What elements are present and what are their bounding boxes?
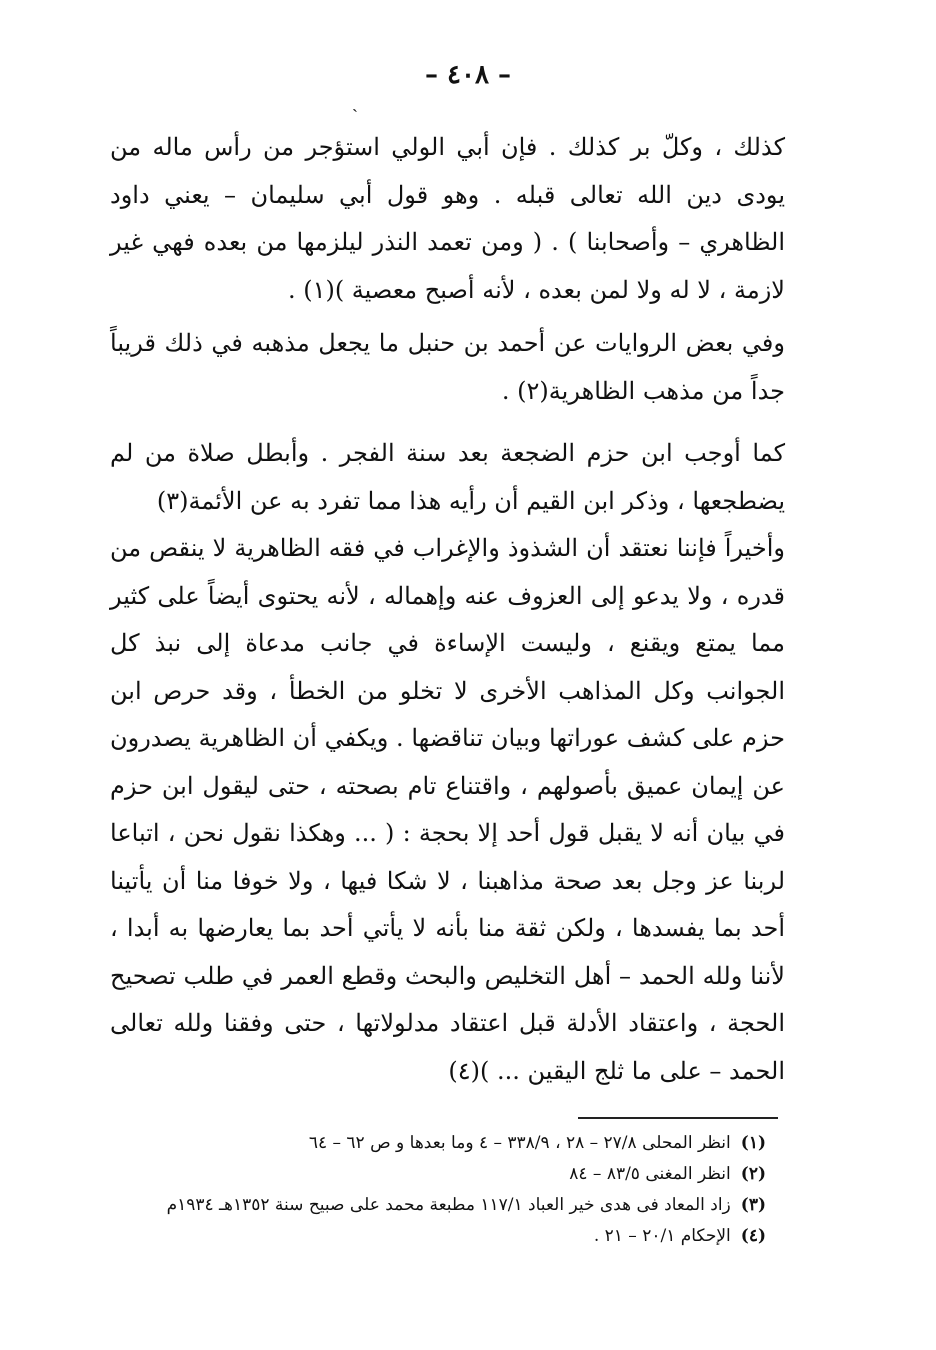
footnote-4 bbox=[110, 1221, 766, 1252]
paragraph-text: كما أوجب ابن حزم الضجعة بعد سنة الفجر . وأبطل صلاة من لم يضطجعها ، وذكر ابن القيم أن رأيه هذا مما تفرد به عن الأئمة(٣) bbox=[110, 439, 785, 515]
paragraph-text: كذلك ، وكلّ بر كذلك . فإن أبي الولي استؤجر من رأس ماله من يودى دين الله تعالى قبله . وهو قول أبي سليمان – يعني داود الظاهري – وأصحابنا ) . ( ومن تعمد النذر ليلزمها من بعده فهي غير لازمة ، لا له ولا لمن بعده ، لأنه أصبح معصية )(١) . bbox=[110, 133, 785, 304]
stray-ink-mark: ˎ bbox=[352, 92, 358, 113]
footnote-3 bbox=[110, 1190, 766, 1221]
page-number: – ٤٠٨ – bbox=[424, 60, 512, 90]
footnote-separator bbox=[578, 1117, 778, 1119]
footnote-text: انظر المغنى ٨٣/٥ – ٨٤ bbox=[569, 1164, 731, 1184]
footnote-text: الإحكام ٢٠/١ – ٢١ . bbox=[593, 1226, 731, 1246]
footnote-number: (٤) bbox=[740, 1226, 766, 1246]
paragraph-text: وفي بعض الروايات عن أحمد بن حنبل ما يجعل مذهبه في ذلك قريباً جداً من مذهب الظاهرية(٢) . bbox=[110, 329, 785, 405]
paragraph-1 bbox=[110, 124, 785, 314]
footnote-2 bbox=[110, 1159, 766, 1190]
footnote-number: (٣) bbox=[740, 1195, 766, 1215]
paragraph-3 bbox=[110, 430, 785, 525]
footnote-number: (٢) bbox=[740, 1164, 766, 1184]
footnote-text: انظر المحلى ٢٧/٨ – ٢٨ ، ٣٣٨/٩ – ٤ وما بعدها و ص ٦٢ – ٦٤ bbox=[308, 1133, 731, 1153]
paragraph-text: وأخيراً فإننا نعتقد أن الشذوذ والإغراب في فقه الظاهرية لا ينقص من قدره ، ولا يدعو إلى العزوف عنه وإهماله ، لأنه يحتوى أيضاً على كثير مما يمتع ويقنع ، وليست الإساءة في جانب مدعاة إلى نبذ كل الجوانب وكل المذاهب الأخرى لا تخلو من الخطأ ، وقد حرص ابن حزم على كشف عوراتها وبيان تناقضها . ويكفي أن الظاهرية يصدرون عن إيمان عميق بأصولهم ، واقتناع تام بصحته ، حتى ليقول ابن حزم في بيان أنه لا يقبل قول أحد إلا بحجة : ( ... وهكذا نقول نحن ، اتباعا لربنا عز وجل بعد صحة مذاهبنا ، لا شكا فيها ، ولا خوفا منا أن يأتينا أحد بما يفسدها ، ولكن ثقة منا بأنه لا يأتي أحد بما يعارضها به أبدا ، لأننا ولله الحمد – أهل التخليص والبحث وقطع العمر في طلب تصحيح الحجة ، واعتقاد الأدلة قبل اعتقاد مدلولاتها ، حتى وفقنا ولله تعالى الحمد – على ما ثلج اليقين ... )(٤) bbox=[110, 534, 786, 1085]
footnotes bbox=[110, 1128, 766, 1252]
paragraph-2 bbox=[110, 320, 785, 415]
paragraph-4 bbox=[110, 525, 785, 1095]
footnote-1 bbox=[110, 1128, 766, 1159]
footnote-text: زاد المعاد فى هدى خير العباد ١١٧/١ مطبعة محمد على صبيح سنة ١٣٥٢هـ ١٩٣٤م bbox=[166, 1195, 731, 1215]
footnote-number: (١) bbox=[740, 1133, 766, 1153]
